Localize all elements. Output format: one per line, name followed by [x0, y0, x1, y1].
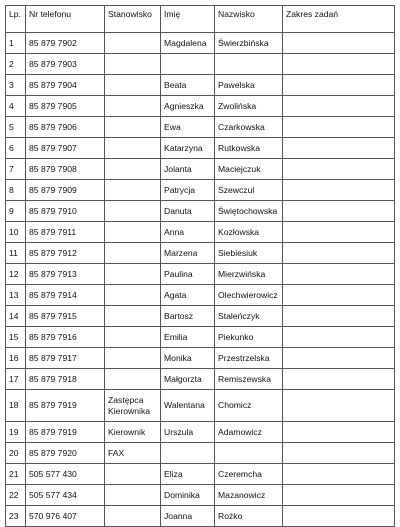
cell-first-name: Magdalena: [161, 33, 215, 54]
cell-duties: [283, 285, 395, 306]
table-row: [6, 33, 395, 54]
cell-phone: 85 879 7920: [26, 443, 105, 464]
cell-lp: 1: [6, 33, 26, 54]
header-row: [6, 6, 395, 33]
cell-position: [105, 201, 161, 222]
cell-last-name: [215, 443, 283, 464]
cell-first-name: Bartosz: [161, 306, 215, 327]
cell-duties: [283, 422, 395, 443]
cell-first-name: Katarzyna: [161, 138, 215, 159]
cell-first-name: Marzena: [161, 243, 215, 264]
cell-position: [105, 117, 161, 138]
table-row: [6, 222, 395, 243]
cell-first-name: Jolanta: [161, 159, 215, 180]
table-row: [6, 180, 395, 201]
header-first-name: Imię: [161, 6, 215, 33]
cell-duties: [283, 96, 395, 117]
cell-phone: 505 577 434: [26, 485, 105, 506]
table-row: [6, 443, 395, 464]
cell-lp: 18: [6, 390, 26, 422]
cell-lp: 7: [6, 159, 26, 180]
cell-phone: 85 879 7904: [26, 75, 105, 96]
cell-lp: 16: [6, 348, 26, 369]
table-row: [6, 390, 395, 422]
cell-lp: 9: [6, 201, 26, 222]
cell-duties: [283, 264, 395, 285]
cell-lp: 8: [6, 180, 26, 201]
cell-duties: [283, 33, 395, 54]
cell-phone: 85 879 7902: [26, 33, 105, 54]
cell-duties: [283, 117, 395, 138]
staff-phone-table: [5, 5, 395, 527]
cell-first-name: Urszula: [161, 422, 215, 443]
cell-phone: 85 879 7913: [26, 264, 105, 285]
table-row: [6, 117, 395, 138]
cell-phone: 85 879 7919: [26, 390, 105, 422]
cell-phone: 85 879 7912: [26, 243, 105, 264]
cell-lp: 6: [6, 138, 26, 159]
cell-lp: 13: [6, 285, 26, 306]
cell-last-name: Świerzbińska: [215, 33, 283, 54]
cell-last-name: Maciejczuk: [215, 159, 283, 180]
cell-last-name: Świętochowska: [215, 201, 283, 222]
cell-first-name: [161, 443, 215, 464]
cell-first-name: Anna: [161, 222, 215, 243]
cell-last-name: Piekunko: [215, 327, 283, 348]
cell-first-name: Paulina: [161, 264, 215, 285]
cell-duties: [283, 159, 395, 180]
cell-duties: [283, 54, 395, 75]
cell-position: [105, 306, 161, 327]
cell-lp: 19: [6, 422, 26, 443]
table-row: [6, 159, 395, 180]
cell-lp: 2: [6, 54, 26, 75]
cell-last-name: Staleńczyk: [215, 306, 283, 327]
cell-position: [105, 159, 161, 180]
cell-lp: 21: [6, 464, 26, 485]
cell-duties: [283, 222, 395, 243]
cell-duties: [283, 327, 395, 348]
cell-lp: 4: [6, 96, 26, 117]
cell-position: Zastępca Kierownika: [105, 390, 161, 422]
cell-position: [105, 54, 161, 75]
cell-phone: 85 879 7905: [26, 96, 105, 117]
cell-phone: 505 577 430: [26, 464, 105, 485]
table-row: [6, 327, 395, 348]
cell-phone: 85 879 7911: [26, 222, 105, 243]
cell-phone: 85 879 7907: [26, 138, 105, 159]
cell-lp: 5: [6, 117, 26, 138]
table-row: [6, 201, 395, 222]
cell-last-name: [215, 54, 283, 75]
cell-phone: 85 879 7917: [26, 348, 105, 369]
cell-lp: 11: [6, 243, 26, 264]
cell-first-name: Agnieszka: [161, 96, 215, 117]
cell-first-name: Walentana: [161, 390, 215, 422]
header-position: Stanowisko: [105, 6, 161, 33]
cell-last-name: Mierzwińska: [215, 264, 283, 285]
cell-duties: [283, 506, 395, 527]
cell-last-name: Mazanowicz: [215, 485, 283, 506]
cell-last-name: Rutkowska: [215, 138, 283, 159]
cell-last-name: Przestrzelska: [215, 348, 283, 369]
cell-lp: 15: [6, 327, 26, 348]
cell-last-name: Remiszewska: [215, 369, 283, 390]
cell-position: [105, 506, 161, 527]
cell-last-name: Czeremcha: [215, 464, 283, 485]
cell-lp: 20: [6, 443, 26, 464]
cell-lp: 17: [6, 369, 26, 390]
cell-phone: 85 879 7908: [26, 159, 105, 180]
cell-position: [105, 369, 161, 390]
cell-phone: 85 879 7916: [26, 327, 105, 348]
cell-first-name: Monika: [161, 348, 215, 369]
cell-last-name: Chomicz: [215, 390, 283, 422]
cell-first-name: Joanna: [161, 506, 215, 527]
cell-first-name: Beata: [161, 75, 215, 96]
cell-last-name: Czarkowska: [215, 117, 283, 138]
cell-duties: [283, 369, 395, 390]
cell-lp: 23: [6, 506, 26, 527]
cell-duties: [283, 485, 395, 506]
cell-phone: 570 976 407: [26, 506, 105, 527]
cell-position: [105, 180, 161, 201]
cell-position: [105, 327, 161, 348]
table-body: [6, 33, 395, 527]
cell-position: [105, 33, 161, 54]
table-row: [6, 243, 395, 264]
cell-position: [105, 243, 161, 264]
cell-first-name: Agata: [161, 285, 215, 306]
cell-last-name: Adamowicz: [215, 422, 283, 443]
cell-first-name: Dominika: [161, 485, 215, 506]
table-row: [6, 422, 395, 443]
table-header: [6, 6, 395, 33]
cell-last-name: Szewczul: [215, 180, 283, 201]
cell-position: [105, 348, 161, 369]
cell-lp: 14: [6, 306, 26, 327]
cell-position: [105, 464, 161, 485]
cell-phone: 85 879 7909: [26, 180, 105, 201]
table-row: [6, 75, 395, 96]
cell-phone: 85 879 7903: [26, 54, 105, 75]
cell-last-name: Siebiesiuk: [215, 243, 283, 264]
cell-position: FAX: [105, 443, 161, 464]
cell-first-name: [161, 54, 215, 75]
cell-position: [105, 96, 161, 117]
cell-first-name: Ewa: [161, 117, 215, 138]
table-row: [6, 485, 395, 506]
header-duties: Zakres zadań: [283, 6, 395, 33]
cell-phone: 85 879 7918: [26, 369, 105, 390]
cell-duties: [283, 390, 395, 422]
table-row: [6, 306, 395, 327]
cell-first-name: Eliza: [161, 464, 215, 485]
cell-last-name: Kozłowska: [215, 222, 283, 243]
cell-phone: 85 879 7915: [26, 306, 105, 327]
cell-first-name: Emilia: [161, 327, 215, 348]
cell-lp: 12: [6, 264, 26, 285]
cell-lp: 10: [6, 222, 26, 243]
cell-lp: 22: [6, 485, 26, 506]
cell-phone: 85 879 7910: [26, 201, 105, 222]
cell-position: [105, 285, 161, 306]
cell-duties: [283, 75, 395, 96]
table-row: [6, 348, 395, 369]
cell-duties: [283, 443, 395, 464]
cell-phone: 85 879 7914: [26, 285, 105, 306]
table-row: [6, 369, 395, 390]
table-row: [6, 506, 395, 527]
cell-first-name: Patrycja: [161, 180, 215, 201]
table-row: [6, 96, 395, 117]
table-row: [6, 138, 395, 159]
cell-duties: [283, 138, 395, 159]
cell-duties: [283, 348, 395, 369]
cell-last-name: Zwolińska: [215, 96, 283, 117]
cell-last-name: Rożko: [215, 506, 283, 527]
cell-duties: [283, 180, 395, 201]
cell-position: Kierownik: [105, 422, 161, 443]
cell-first-name: Małgorzta: [161, 369, 215, 390]
header-phone: Nr telefonu: [26, 6, 105, 33]
cell-last-name: Pawelska: [215, 75, 283, 96]
table-row: [6, 264, 395, 285]
cell-position: [105, 138, 161, 159]
header-lp: Lp.: [6, 6, 26, 33]
table-row: [6, 54, 395, 75]
cell-first-name: Danuta: [161, 201, 215, 222]
cell-position: [105, 222, 161, 243]
cell-duties: [283, 243, 395, 264]
cell-phone: 85 879 7919: [26, 422, 105, 443]
cell-duties: [283, 201, 395, 222]
cell-duties: [283, 306, 395, 327]
table-row: [6, 464, 395, 485]
cell-position: [105, 264, 161, 285]
cell-duties: [283, 464, 395, 485]
header-last-name: Nazwisko: [215, 6, 283, 33]
cell-position: [105, 485, 161, 506]
cell-lp: 3: [6, 75, 26, 96]
cell-position: [105, 75, 161, 96]
cell-last-name: Olechwierowicz: [215, 285, 283, 306]
table-row: [6, 285, 395, 306]
cell-phone: 85 879 7906: [26, 117, 105, 138]
